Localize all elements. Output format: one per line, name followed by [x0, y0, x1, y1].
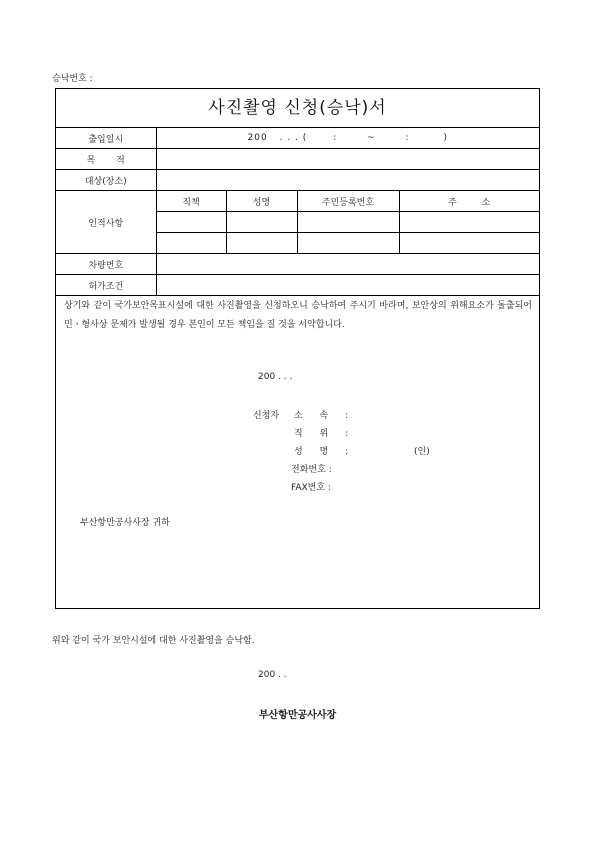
row-purpose — [56, 149, 539, 170]
pledge-statement: 상기와 같이 국가보안목표시설에 대한 사진촬영을 신청하오니 승낙하여 주시기 바라며, 보안상의 위해요소가 돌출되어 민ㆍ형사상 문제가 발생될 경우 본인이 모든 책임을 질 것을 서약합니다. — [64, 301, 532, 330]
issuer-name: 부산항만공사사장 — [258, 710, 337, 721]
personnel-cell[interactable] — [156, 233, 226, 254]
phone-label: 전화번호 : — [291, 465, 332, 475]
purpose-field[interactable] — [156, 149, 539, 170]
personnel-cell[interactable] — [297, 233, 399, 254]
affiliation-label: 소 속 : — [294, 411, 349, 421]
personnel-cell[interactable] — [226, 212, 297, 233]
approval-statement: 위와 같이 국가 보안시설에 대한 사진촬영을 승낙함. — [52, 636, 255, 646]
position-label: 직 위 : — [294, 429, 349, 439]
form-title: 사진촬영 신청(승낙)서 — [56, 89, 539, 128]
visit-date-field[interactable] — [156, 128, 539, 149]
personnel-header-position: 직책 — [156, 191, 226, 212]
visit-date-label: 출입일시 — [56, 128, 156, 149]
personnel-header-id-number: 주민등록번호 — [297, 191, 399, 212]
visit-close: ) — [443, 133, 448, 143]
visit-colon-2: : — [405, 133, 410, 143]
row-permit — [56, 275, 539, 296]
approval-date: 200 . . — [258, 670, 287, 680]
addressee: 부산항만공사사장 귀하 — [80, 518, 170, 528]
vehicle-label: 차량번호 — [56, 254, 156, 275]
personnel-cell[interactable] — [297, 212, 399, 233]
name-label: 성 명 : — [294, 447, 349, 457]
form-table — [56, 128, 539, 296]
vehicle-field[interactable] — [156, 254, 539, 275]
application-form — [55, 88, 540, 609]
personnel-header-row — [56, 191, 539, 212]
visit-colon-1: : — [333, 133, 338, 143]
permit-label: 허가조건 — [56, 275, 156, 296]
seal-mark: (인) — [414, 447, 430, 457]
application-date: 200 . . . — [258, 372, 293, 382]
personnel-label: 인적사항 — [56, 191, 156, 254]
personnel-header-name: 성명 — [226, 191, 297, 212]
visit-tilde: ~ — [367, 133, 376, 143]
personnel-header-address: 주 소 — [399, 191, 539, 212]
personnel-cell[interactable] — [399, 212, 539, 233]
target-label: 대상(장소) — [56, 170, 156, 191]
personnel-cell[interactable] — [156, 212, 226, 233]
row-vehicle — [56, 254, 539, 275]
personnel-cell[interactable] — [399, 233, 539, 254]
applicant-title: 신청자 — [253, 411, 280, 421]
visit-year: 200 — [247, 133, 268, 143]
approval-number-label: 승낙번호 : — [52, 74, 93, 84]
row-target — [56, 170, 539, 191]
row-visit-date — [56, 128, 539, 149]
purpose-label: 목 적 — [56, 149, 156, 170]
visit-date-sep: . . . ( — [279, 133, 308, 143]
fax-label: FAX번호 : — [291, 483, 331, 493]
target-field[interactable] — [156, 170, 539, 191]
personnel-cell[interactable] — [226, 233, 297, 254]
permit-field[interactable] — [156, 275, 539, 296]
